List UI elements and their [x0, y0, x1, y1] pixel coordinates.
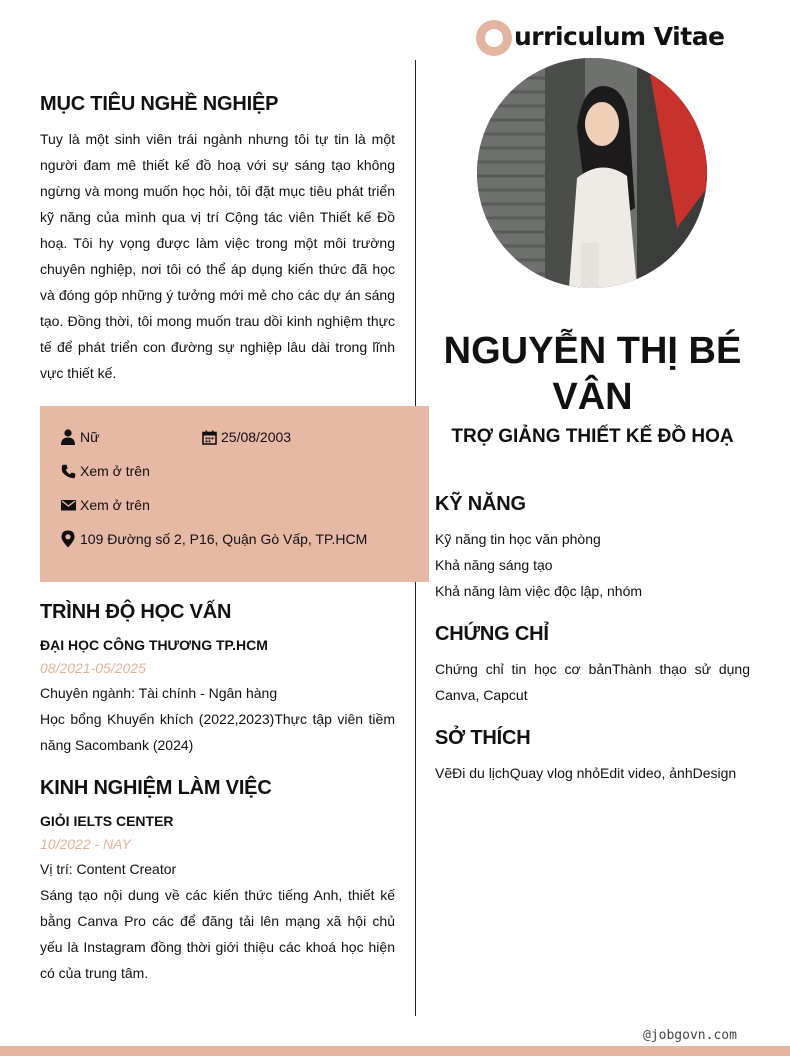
skill-item: Khả năng sáng tạo — [435, 557, 553, 573]
education-major: Chuyên ngành: Tài chính - Ngân hàng — [40, 685, 278, 701]
skills-heading: KỸ NĂNG — [435, 493, 526, 515]
email-value: Xem ở trên — [80, 497, 150, 513]
birthday-value: 25/08/2003 — [221, 429, 292, 445]
skills-list — [435, 526, 750, 604]
watermark: @jobgovn.com — [643, 1028, 737, 1043]
address-row — [60, 531, 367, 547]
email-row — [60, 497, 150, 513]
logo-text: urriculum Vitae — [514, 22, 725, 51]
education-heading: TRÌNH ĐỘ HỌC VẤN — [40, 601, 232, 623]
experience-description: Sáng tạo nội dung về các kiến thức tiếng Anh, thiết kế bằng Canva Pro các để đăng tải lên mạng xã hội chủ yếu là Instagram đồng thời giới thiệu các khoá học hiện có của trung tâm. — [40, 887, 395, 981]
objective-text: Tuy là một sinh viên trái ngành nhưng tôi tự tin là một người đam mê thiết kế đồ hoạ với sự sáng tạo không ngừng và mong muốn học hỏi, tôi đặt mục tiêu phát triển kỹ năng của mình qua vị trí Cộng tác viên Thiết kế Đồ hoạ. Tôi hy vọng được làm việc trong một môi trường chuyên nghiệp, nơi tôi có thể áp dụng kiến thức đã học và đóng góp những ý tưởng mới mẻ cho các dự án sáng tạo. Đồng thời, tôi mong muốn trau dồi kinh nghiệm thực tế để phát triển con đường sự nghiệp lâu dài trong lĩnh vực thiết kế. — [40, 131, 395, 381]
phone-row — [60, 463, 150, 479]
experience-period: 10/2022 - NAY — [40, 836, 131, 852]
profile-photo — [477, 58, 707, 288]
cv-logo — [476, 18, 725, 58]
calendar-icon — [201, 429, 217, 445]
hobbies-text: VẽĐi du lịchQuay vlog nhỏEdit video, ảnhDesign — [435, 765, 737, 781]
experience-heading: KINH NGHIỆM LÀM VIỆC — [40, 777, 272, 799]
hobbies-heading: SỞ THÍCH — [435, 727, 531, 749]
gender-row — [60, 429, 99, 445]
person-icon — [60, 429, 76, 445]
skill-item: Khả năng làm việc độc lập, nhóm — [435, 583, 643, 599]
address-value: 109 Đường số 2, P16, Quận Gò Vấp, TP.HCM — [80, 531, 368, 547]
experience-position: Vị trí: Content Creator — [40, 861, 177, 877]
education-period: 08/2021-05/2025 — [40, 660, 146, 676]
birthday-row — [201, 429, 291, 445]
logo-c-circle — [476, 20, 512, 56]
school-name: ĐẠI HỌC CÔNG THƯƠNG TP.HCM — [40, 637, 268, 653]
objective-heading: MỤC TIÊU NGHỀ NGHIỆP — [40, 93, 279, 115]
certificates-text: Chứng chỉ tin học cơ bảnThành thạo sử dụng Canva, Capcut — [435, 661, 750, 703]
gender-value: Nữ — [80, 429, 100, 445]
candidate-role: TRỢ GIẢNG THIẾT KẾ ĐỒ HOẠ — [451, 426, 734, 447]
phone-value: Xem ở trên — [80, 463, 150, 479]
mail-icon — [60, 497, 76, 513]
company-name: GIỎI IELTS CENTER — [40, 813, 174, 829]
skill-item: Kỹ năng tin học văn phòng — [435, 531, 601, 547]
candidate-name: NGUYỄN THỊ BÉ VÂN — [443, 330, 742, 418]
location-pin-icon — [60, 531, 76, 547]
certificates-heading: CHỨNG CHỈ — [435, 623, 549, 645]
education-details: Học bổng Khuyến khích (2022,2023)Thực tập viên tiềm năng Sacombank (2024) — [40, 711, 395, 753]
bottom-accent-bar — [0, 1046, 790, 1056]
phone-icon — [60, 463, 76, 479]
